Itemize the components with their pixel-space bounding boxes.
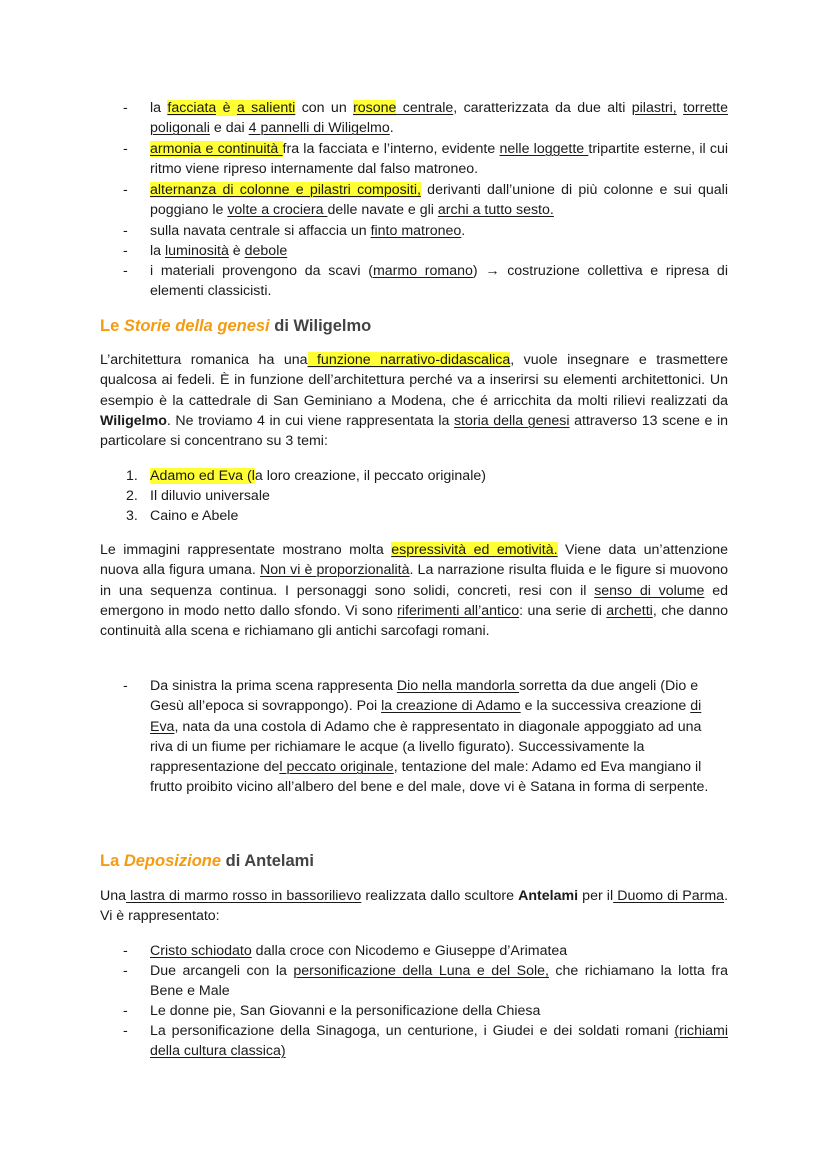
bullet-dash: - [123, 263, 128, 279]
section-heading: La Deposizione di Antelami [100, 852, 314, 870]
paragraph: L’architettura romanica ha una funzione narrativo-didascalica, vuole insegnare e trasmettere qualcosa ai fedeli. È in funzione dell’architettura perché va a inserirsi su elementi architettonici. Un esempio è la cattedrale di San Geminiano a Modena, che é arricchita da molti rilievi realizzati da Wiligelmo. Ne troviamo 4 in cui viene rappresentata la storia della genesi attraverso 13 scene e in particolare si concentrano su 3 temi: [100, 352, 728, 450]
list-item: i materiali provengono da scavi (marmo romano) → costruzione collettiva e ripresa di elementi classicisti. [150, 263, 728, 300]
bullet-dash: - [123, 243, 128, 259]
list-item: Il diluvio universale [150, 488, 270, 504]
list-item: alternanza di colonne e pilastri compositi, derivanti dall’unione di più colonne e sui quali poggiano le volte a crociera delle navate e gli archi a tutto sesto. [150, 182, 728, 219]
list-item: Da sinistra la prima scena rappresenta Dio nella mandorla sorretta da due angeli (Dio e Gesù all’epoca si sovrappongo). Poi la creazione di Adamo e la successiva creazione di Eva, nata da una costola di Adamo che è rappresentato in diagonale appoggiato ad una riva di un fiume per richiamare le acque (a livello figurato). Successivamente la rappresentazione del peccato originale, tentazione del male: Adamo ed Eva mangiano il frutto proibito vicino all’albero del bene e del male, dove vi è Satana in forma di serpente. [150, 678, 709, 796]
list-item: armonia e continuità fra la facciata e l’interno, evidente nelle loggette tripartite esterne, il cui ritmo viene ripreso internamente dal falso matroneo. [150, 141, 728, 178]
section-heading: Le Storie della genesi di Wiligelmo [100, 317, 372, 335]
list-item: Le donne pie, San Giovanni e la personificazione della Chiesa [150, 1003, 541, 1019]
list-number: 3. [126, 508, 138, 524]
list-item: Adamo ed Eva (la loro creazione, il peccato originale) [150, 468, 486, 484]
bullet-dash: - [123, 963, 128, 979]
list-item: la luminosità è debole [150, 243, 288, 259]
paragraph: Le immagini rappresentate mostrano molta espressività ed emotività. Viene data un’attenzione nuova alla figura umana. Non vi è proporzionalità. La narrazione risulta fluida e le figure si muovono in una sequenza continua. I personaggi sono solidi, concreti, resi con il senso di volume ed emergono in modo netto dallo sfondo. Vi sono riferimenti all’antico: una serie di archetti, che danno continuità alla scena e richiamano gli antichi sarcofagi romani. [100, 542, 728, 640]
bullet-dash: - [123, 100, 128, 116]
bullet-dash: - [123, 223, 128, 239]
bullet-dash: - [123, 182, 128, 198]
bullet-dash: - [123, 1003, 128, 1019]
bullet-dash: - [123, 1023, 128, 1039]
list-number: 2. [126, 488, 138, 504]
bullet-dash: - [123, 943, 128, 959]
bullet-dash: - [123, 141, 128, 157]
list-number: 1. [126, 468, 138, 484]
list-item: Due arcangeli con la personificazione della Luna e del Sole, che richiamano la lotta fra Bene e Male [150, 963, 728, 1000]
list-item: La personificazione della Sinagoga, un centurione, i Giudei e dei soldati romani (richiami della cultura classica) [150, 1023, 728, 1060]
list-item: Cristo schiodato dalla croce con Nicodemo e Giuseppe d’Arimatea [150, 943, 568, 959]
list-item: la facciata è a salienti con un rosone centrale, caratterizzata da due alti pilastri, torrette poligonali e dai 4 pannelli di Wiligelmo. [150, 100, 729, 137]
paragraph: Una lastra di marmo rosso in bassorilievo realizzata dallo scultore Antelami per il Duomo di Parma. Vi è rappresentato: [100, 888, 729, 925]
list-item: Caino e Abele [150, 508, 239, 524]
bullet-dash: - [123, 678, 128, 694]
list-item: sulla navata centrale si affaccia un finto matroneo. [150, 223, 466, 239]
